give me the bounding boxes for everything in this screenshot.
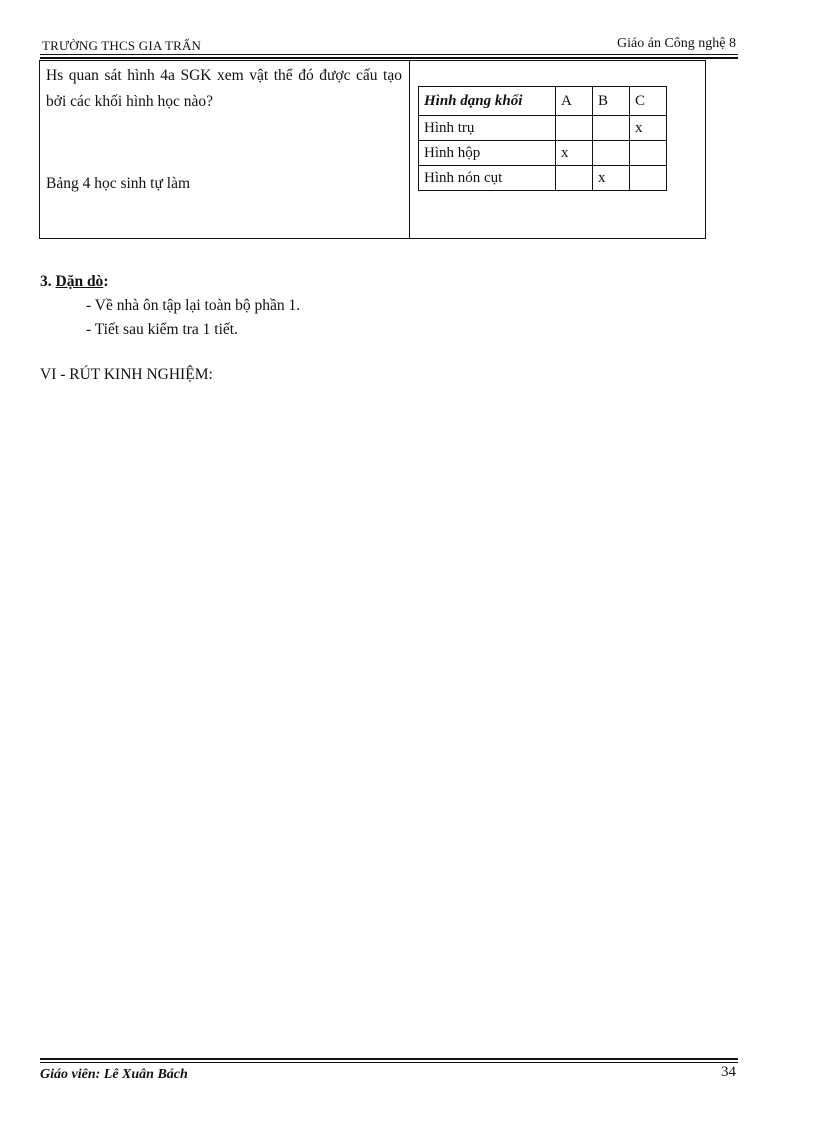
teacher-name: Giáo viên: Lê Xuân Bách [40, 1067, 188, 1082]
activity-task: Bảng 4 học sinh tự làm [46, 175, 191, 192]
shape-table-header-cell: B [593, 87, 630, 116]
shape-table-header-cell: Hình dạng khối [419, 87, 556, 116]
page-number: 34 [721, 1064, 736, 1080]
shape-table [418, 86, 667, 191]
shape-table-cell [630, 141, 667, 166]
header-rule-thick [40, 57, 738, 59]
homework-title: Dặn dò [55, 273, 104, 290]
shape-table-cell: x [593, 166, 630, 191]
shape-table-row [419, 116, 667, 141]
homework-section [40, 270, 740, 342]
experience-heading: VI - RÚT KINH NGHIỆM: [40, 366, 213, 383]
footer-rule-thick [40, 1058, 738, 1060]
homework-item: - Tiết sau kiểm tra 1 tiết. [86, 321, 238, 338]
homework-heading [40, 270, 740, 294]
activity-question: Hs quan sát hình 4a SGK xem vật thể đó được cấu tạo bởi các khối hình học nào? [46, 67, 402, 110]
shape-table-header-cell: C [630, 87, 667, 116]
shape-table-cell [630, 166, 667, 191]
homework-colon: : [103, 273, 109, 290]
shape-table-row [419, 141, 667, 166]
shape-table-cell: Hình hộp [419, 141, 556, 166]
school-name: TRƯỜNG THCS GIA TRẤN [42, 38, 202, 53]
homework-number: 3. [40, 273, 52, 290]
homework-item: - Về nhà ôn tập lại toàn bộ phần 1. [86, 297, 301, 314]
footer-rule [40, 1062, 738, 1063]
shape-table-row [419, 166, 667, 191]
shape-table-cell: Hình nón cụt [419, 166, 556, 191]
shape-table-header-cell: A [556, 87, 593, 116]
document-subject: Giáo án Công nghệ 8 [617, 36, 736, 51]
page-footer [40, 1058, 738, 1088]
shape-table-cell [556, 116, 593, 141]
shape-table-cell [593, 116, 630, 141]
shape-table-cell: x [556, 141, 593, 166]
shape-table-cell: x [630, 116, 667, 141]
shape-table-cell [593, 141, 630, 166]
activity-left-cell [46, 63, 402, 192]
shape-table-header-row [419, 87, 667, 116]
shape-table-cell: Hình trụ [419, 116, 556, 141]
page-header [40, 36, 738, 56]
header-rule [40, 54, 738, 55]
shape-table-cell [556, 166, 593, 191]
column-divider [409, 61, 410, 238]
